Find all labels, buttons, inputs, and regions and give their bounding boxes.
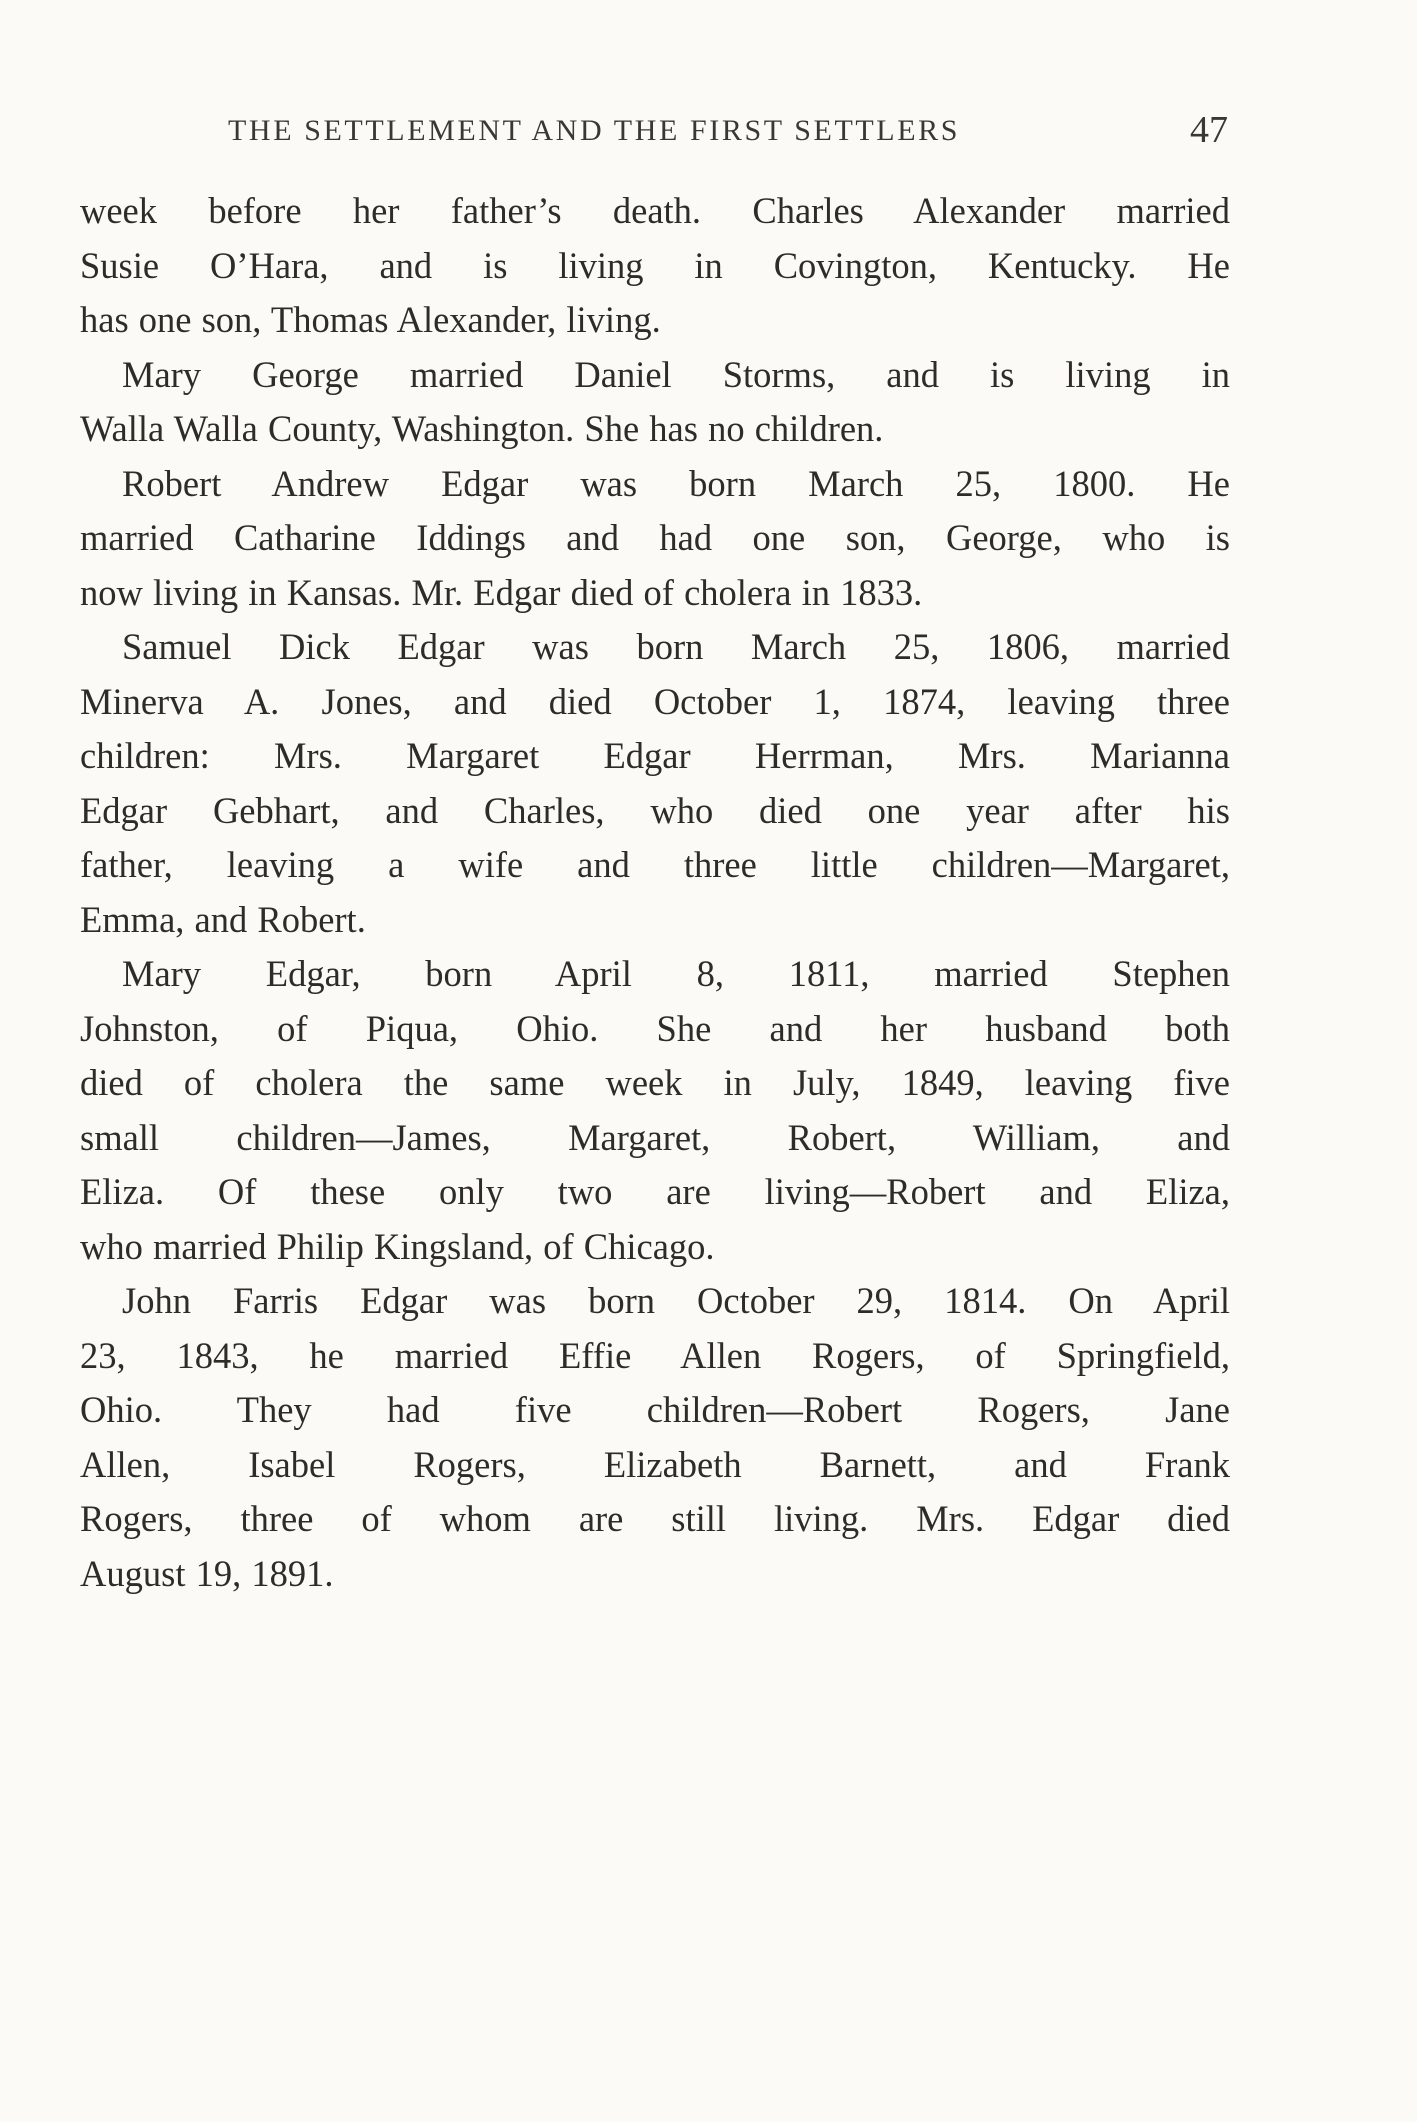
text-line: Susie O’Hara, and is living in Covington, Kentucky. He <box>80 244 1230 286</box>
text-line: small children—James, Margaret, Robert, William, and <box>80 1116 1230 1158</box>
text-line: Minerva A. Jones, and died October 1, 1874, leaving three <box>80 680 1230 722</box>
text-line: Samuel Dick Edgar was born March 25, 1806, married <box>122 626 1230 667</box>
text-line: 23, 1843, he married Effie Allen Rogers, of Springfield, <box>80 1334 1230 1376</box>
text-line: children: Mrs. Margaret Edgar Herrman, Mrs. Marianna <box>80 735 1230 776</box>
text-line: Walla Walla County, Washington. She has no children. <box>80 408 884 449</box>
page-number: 47 <box>1190 109 1228 151</box>
text-line: Allen, Isabel Rogers, Elizabeth Barnett, and Frank <box>80 1443 1230 1485</box>
text-line: Emma, and Robert. <box>80 898 366 940</box>
text-line: father, leaving a wife and three little children—Margaret, <box>80 844 1230 885</box>
text-line: Johnston, of Piqua, Ohio. She and her husband both <box>80 1007 1230 1049</box>
body-text <box>80 184 1230 1601</box>
text-line: now living in Kansas. Mr. Edgar died of cholera in 1833. <box>80 571 923 613</box>
text-line: married Catharine Iddings and had one son, George, who is <box>80 517 1230 558</box>
text-line: August 19, 1891. <box>80 1552 334 1594</box>
text-line: Eliza. Of these only two are living—Robert and Eliza, <box>80 1171 1230 1212</box>
text-line: has one son, Thomas Alexander, living. <box>80 299 661 340</box>
text-line: Edgar Gebhart, and Charles, who died one year after his <box>80 789 1230 831</box>
text-line: Mary Edgar, born April 8, 1811, married Stephen <box>122 953 1230 994</box>
text-line: who married Philip Kingsland, of Chicago. <box>80 1225 715 1267</box>
text-line: Ohio. They had five children—Robert Rogers, Jane <box>80 1389 1230 1430</box>
text-line: Robert Andrew Edgar was born March 25, 1800. He <box>122 462 1230 504</box>
text-line: Rogers, three of whom are still living. Mrs. Edgar died <box>80 1498 1230 1539</box>
text-line: week before her father’s death. Charles Alexander married <box>80 190 1230 231</box>
text-line: John Farris Edgar was born October 29, 1814. On April <box>122 1280 1230 1321</box>
text-line: Mary George married Daniel Storms, and is living in <box>122 353 1230 395</box>
text-line: died of cholera the same week in July, 1849, leaving five <box>80 1062 1230 1103</box>
running-title: THE SETTLEMENT AND THE FIRST SETTLERS <box>228 114 961 147</box>
running-head <box>228 108 1228 158</box>
